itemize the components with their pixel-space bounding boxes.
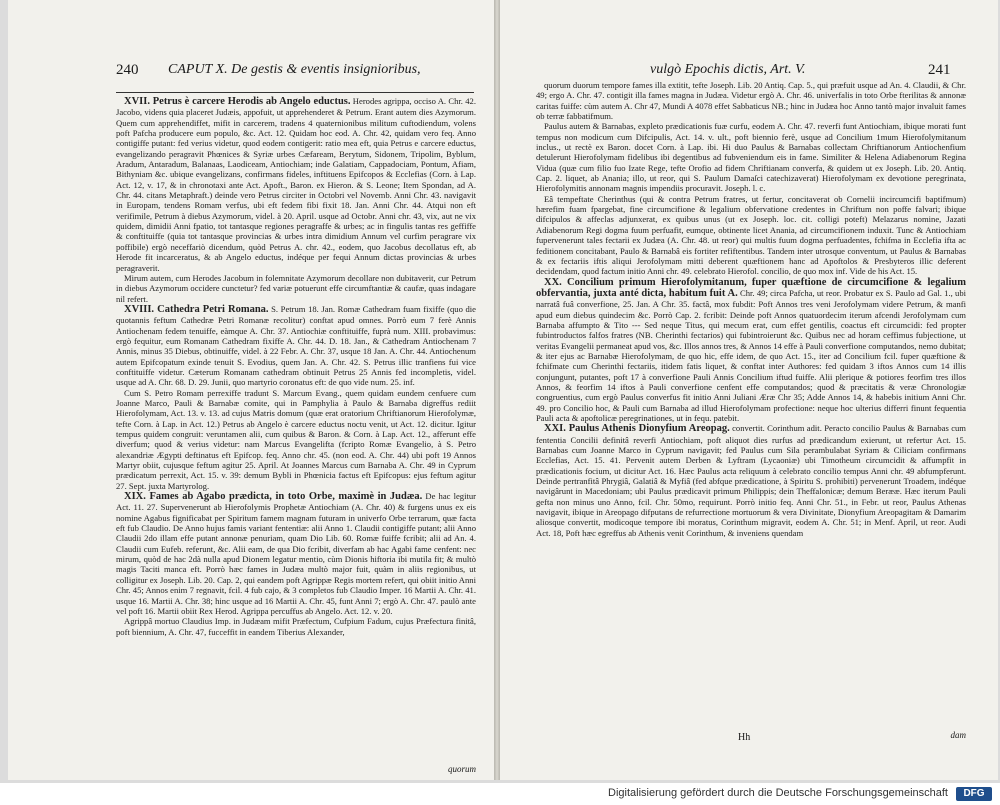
left-page bbox=[8, 0, 495, 780]
left-page-header bbox=[8, 62, 494, 82]
left-page-text bbox=[116, 96, 476, 761]
text-paragraph: Eâ tempeftate Cherinthus (qui & contra Petrum fratres, ut fertur, concitaverat ob Cornelii incircumcifi baptifmum) hærefim fuam fpargebat, fine circumcifione & legalium obfervatione credentes in Chriftum non poffe falvari; ibique difcipulos & affeclas adjunxerat, ex quibus unus (ut ex Joseph. loc. cit. colligi poteft) Melazarus nomine, Jazati Adiabenorum Regi dogma fuum perfuafit, eumque, obtinente licet Anania, ad circumcifionem induxit. Tunc & Antiochiam fupervenerunt tales fectarii ex Judæa (A. Chr. 48. ut reor) qui multis fuum dogma perfuadentes, fchifma in Ecclefia ifta ac feditionem concitabant, Paulo & Barnabâ eis fortiter refiftentibus. Tandem inter utrosque conventum, ut Paulus & Barnabas & ex fectariis iftis aliqui Jerofolymam mitti deberent quæftionem hanc ad Apoftolos & Presbyteros illic deferent decidendam, quod factum initio Anni chr. 49. celebrato Hierofol. concilio, de quo mox inf. Vide de his Act. 15. bbox=[536, 193, 966, 277]
book-spread bbox=[8, 0, 998, 780]
left-running-head: CAPUT X. De gestis & eventis insignioribus, bbox=[168, 62, 421, 77]
right-page bbox=[500, 0, 998, 780]
text-paragraph: Mirum autem, cum Herodes Jacobum in folemnitate Azymorum decollare non dubitaverit, cur Petrum in diebus Azymorum occidere cunctetur? fed variæ potuerunt effe circumftantiæ & caufæ, quas indagare nil refert. bbox=[116, 272, 476, 304]
footer-bar bbox=[0, 783, 1000, 805]
section-heading: XVII. Petrus è carcere Herodis ab Angelo eductus. bbox=[124, 96, 351, 107]
right-catchword: dam bbox=[950, 730, 966, 740]
left-page-number: 240 bbox=[116, 62, 139, 78]
text-paragraph: Cum S. Petro Romam perrexiffe tradunt S. Marcum Evang., quem quidam eundem cenfuere cum Joanne Marco, Pauli & Barnabæ comite, qui in Pamphylia à Paulo & Barnaba digreffus rediit Hierofolymam, Act. 13. v. 13. ad cujus Matris domum (quæ erat oratorium Chriftianorum Hierofolymæ, tefte Corn. à Lap. in Act. 12.) Petrus ab Angelo è carcere eductus noctu venit, ut Act. 12. dicitur. Igitur tempus quidem congruit: veruntamen alii, cum quibus & Baron. & Corn. à Lap. Act. 12., afferunt effe diverfum; quod & verius videtur: nam Marcus Evangelifta (fcripto Romæ Evangelio, à S. Petro alexandriæ Ægypti deftinatus eft Epifcop. feq. Anno chr. 45. (non eod. A. Chr. 44) ubi poft 19 Annos Martyr obiit, cujusque feftum agitur 25. April. At Joannes Marcus cum Barnaba A. Chr. 49 in Cyprum prædicatum perrexit, Act. 15. v. 39: demum Bybli in Phœnicia factus eft Epifcopus: ejus feftum agitur 27. Sept. juxta Martyrolog. bbox=[116, 387, 476, 491]
text-paragraph: XX. Concilium primum Hierofolymitanum, fuper quæftione de circumcifione & legalium obfervantia, juxta anté dicta, habitum fuit A. Chr. 49; circa Pafcha, ut reor. Probatur ex S. Paulo ad Gal. 1., ubi narratâ fuâ converfione, 25. Jan. A Chr. 35. factâ, mox fubdit: Poft Annos tres veni Jerofolymam videre Petrum, & manfi apud eum diebus quindecim &c. Porrò Cap. 2. fcribit: Deinde poft Annos quatuordecim iterum afcendi Jerofolymam cum Barnaba affumpto & Tito --- Sed neque Titus, qui mecum erat, cum effet gentilis, coactus eft circumcidi: fed propter fubintroductos falfos fratres (NB. Cherinthi fectarios) qui fubintroierunt &c. Quibus nec ad horam ceffimus fubjectione, ut veritas Evangelii permaneat apud vos, &c. Illos annos tres, & Annos 14 effe à Pauli converfione computandos, nemo dubitat; & iter ejus ac Barnabæ Hierofolymam, de quo hic, effe idem, de quo Act. 15., iter ad Concilium fcil. fuper quæftione & fchifmate cum Cherinthi fectariis, itidem fatis liquet, & conftat inter Authores: fed quidam 3 iftos Annos cum 14 illis conjungunt, putantes, poft 17 à converfione Pauli Annis Concilium iftud fuiffe. Alii plerique & potiores feorfim tres illos Annos, & feorfim 14 iftos à Pauli converfione cenfent effe computandos; quod & præcitatis & veræ Chronologiæ congruentius, cum ergò Paulus converfus fit initio Anni Juliani Æræ Chr 35; Adde Annos 14, & habebis initium Anni Chr. 49. pro Concilio hoc, & Pauli cum Barnaba ad illud Hierofolymam profectione: neque hoc ulterius differri finunt fequentia Pauli acta & apoftolicæ peregrinationes, ut in fequ. patebit. bbox=[536, 276, 966, 423]
right-running-head: vulgò Epochis dictis, Art. V. bbox=[650, 62, 806, 77]
section-heading: XVIII. Cathedra Petri Romana. bbox=[124, 303, 269, 315]
text-paragraph: quorum duorum tempore fames illa extitit, tefte Joseph. Lib. 20 Antiq. Cap. 5., qui præfuit usque ad An. 4. Claudii, & Chr. 49; ergo A. Chr. 47. contigit illa fames magna in Judæa. Videtur ergò A. Chr. 46. univerfalis in toto Orbe fterilitas & annonæ caritas fuiffe: cùm autem A. Chr 47, Mundi A 4078 effet Sabbaticus NB.; hinc in Judæa hoc Anno tantò major invaluit fames ob terræ fabbatifmum. bbox=[536, 80, 966, 122]
right-page-text bbox=[536, 80, 966, 730]
text-paragraph: Agrippâ mortuo Claudius Imp. in Judæam mifit Præfectum, Cufpium Fadum, cujus Præfectura finitâ, poft biennium, A. Chr. 47, fucceffit in eandem Tiberius Alexander, bbox=[116, 616, 476, 637]
text-paragraph: XVII. Petrus è carcere Herodis ab Angelo eductus. Herodes agrippa, occiso A. Chr. 42. Jacobo, videns quia placeret Judæis, appofuit, ut apprehenderet & Petrum. Erant autem dies Azymorum. Quem cum apprehendiffet, mifit in carcerem, tradens 4 quaternionibus militum cuftodiendum, volens poft Pafcha producere eum populo, &c. Act. 12. Quidam hoc eod. A. Chr. 42, quidam vero feq. Anno contigiffe putant: fed verius videtur, quod eodem contigerit: ratio mea eft, quia Petrus e carcere eductus, evangelizando peragravit Phœnices & Syriæ urbes Cæfaream, Berytum, Sidonem, Tripolim, Byblum, Aradum, Antaradum, Balanaas, Laodiceam, Antiochiam; inde Galatiam, Cappadociam, Pontum, Afiam, Bithyniam &c. ubique evangelizans, confirmans fideles, inftituens Epifcopos & Ecclefias (Corn. à Lap. Act. 12, v. 17, & in chronotaxi ante Act. Apoft., Baron. ex Hieron. & S. Leone; Item Spondan, ad A. Chr. 44. citans Metaphraft.) deinde vero Petrus circiter in Octobri vel Novemb. Anni Chr. 43. navigavit in Europam, tendens Romam verfus, ubi eft fedem fibi fixit 18. Jan. Anni Chr. 44. Atqui non eft verifimile, Petrum à diebus Azymorum, videl. à 20. April. usque ad Octobr. Anni chr. 43, vix, aut ne vix quidem, dimidii Anni fpatio, tot tantasque regiones peragraffe & urbes; ac in fingulis tantas res geffiffe & conftituiffe (quia tot tantasque provincias & urbes intra dimidium Annum vel curfim peragrare vix poffibile) ergò neceffariò dicendum, quòd Petrus A. chr. 42., eodem, quo Jacobus decollatus eft, ab Herode fit incarceratus, & ab Angelo eductus, indéque per fequi Annum dictas provincias & urbes peragraverit. bbox=[116, 96, 476, 273]
text-paragraph: XIX. Fames ab Agabo prædicta, in toto Orbe, maximè in Judæa. De hac legitur Act. 11. 27. Supervenerunt ab Hierofolymis Prophetæ Antiochiam (A. Chr. 40) & furgens unus ex eis nomine Agabus fignificabat per Spiritum famem magnam futuram in univerfo Orbe terrarum, quæ facta eft fub Claudio. De Anno hujus famis variant fententiæ: alii Anno 1. Claudii contigiffe putant; alii Anno Claudii 2do illam effe putant annonæ penuriam, quam Dio Lib. 60. Romæ fuiffe fcribit; alii ad An. 4. Claudii cum Eufeb. referunt, &c. Alii eam, de qua Dio fcribit, diverfam ab hac Agabi fame cenfent: nec mirum, quòd de hac 2dà nulla apud Dionem legatur mentio, cùm Dionis hiftoria ibi mutila fit; & multò magis Taciti manca eft. Porrò hæc fames in Judæa multò major fuit, quàm in aliis regionibus, ut colligitur ex Joseph. Lib. 20. Cap. 2, qui eandem poft Agrippæ Regis mortem refert, qui obiit initio Anni Chr. 45; Annos enim 7 regnavit, fcil. 4 fub cajo, & 3 completos fub Claudio Imper. 16 Martii A. Chr. 41. usque 16. Martii A. Chr. 38; hinc usque ad 16 Martii A. Chr. 45, funt Anni 7; ergò A. Chr. 47. paulò ante vel poft 16. Martii obiit Rex Herod. Agrippa percuffus ab Angelo. Act. 12. v. 20. bbox=[116, 491, 476, 616]
section-heading: XXI. Paulus Athenis Dionyfium Areopag. bbox=[544, 423, 730, 435]
right-page-header bbox=[500, 62, 998, 82]
funding-credit: Digitalisierung gefördert durch die Deutsche Forschungsgemeinschaft bbox=[608, 787, 948, 799]
right-page-number: 241 bbox=[928, 62, 951, 78]
left-catchword: quorum bbox=[447, 764, 476, 774]
section-heading: XIX. Fames ab Agabo prædicta, in toto Orbe, maximè in Judæa. bbox=[124, 491, 423, 503]
dfg-logo: DFG bbox=[956, 787, 992, 801]
header-rule bbox=[116, 92, 474, 93]
text-paragraph: XXI. Paulus Athenis Dionyfium Areopag. convertit. Corinthum adit. Peracto concilio Paulus & Barnabas cum fententia Concilii definitâ reverfi Antiochiam, poft aliquot dies rurfus ad prædicandum exierunt, ut refertur Act. 15. Barnabas cum Joanne Marco in Cyprum navigavit; fed Paulus cum Sila perambulabat Syriam & Ciliciam confirmans Ecclefias, Act. 15. 41. Pervenit autem Derben & Lyftram (Lycaoniæ) ubi Timotheum circumcidit & affumpfit in prædicationis focium, ut dicitur Act. 16. Hæc Paulus acta reliquum à celebrato concilio tempus Anni chr. 49 abfumpferunt. Deinde pertranfitâ Phrygiâ, Galatiâ & Myfiâ (fed abfque prædicatione, à Spiritu S. prohibiti) pervenerunt Troadem, indéque navigârunt in Macedoniam; ubi Paulus prædicavit primum Philippis; dein Theffalonicæ; demum Berææ. Hæc iterum Pauli gefta non minus uno Anno, fcil. Chr. 50mo, requirunt. Porrò initio feq. Anni Chr. 51., in Febr. ut reor, Paulus Athenas navigavit, ibique in Areopago difputans de refurrectione mortuorum & vera Divinitate, Dionyfium Areopagitam & Damarim aliosque convertit, modicoque tempore ibi moratus, Corinthum migravit, eodem A. Chr. 51; in Menf. April, ut reor. Audi Act. 18, Poft hæc egreffus ab Athenis venit Corinthum, & inveniens quendam bbox=[536, 423, 966, 538]
signature-mark: Hh bbox=[738, 732, 751, 743]
section-heading: XX. Concilium primum Hierofolymitanum, fuper quæftione de circumcifione & legalium obfervantia, juxta anté dicta, habitum fuit A. bbox=[536, 276, 966, 299]
text-paragraph: XVIII. Cathedra Petri Romana. S. Petrum 18. Jan. Romæ Cathedram fuam fixiffe (quo die quotannis feftum Cathedræ Petri Romanæ recolitur) conftat apud omnes. Porrò eum 7 ferè Annis Antiochenam fedem tenuiffe, eàmque A. Chr. 37. Antiochiæ conftituiffe, fuprà num. XIII. probavimus: ergò fequitur, eum Romanam Cathedram fixiffe A. Chr. 44. D. 18. Jan., & Cathedram Antiochenam 7 Annis, minus 35 Diebus, obtinuiffe, videl. à 22 Febr. A. Chr. 37, usque 18 Jan. A. Chr. 44. Antiochenum autem Epifcopatum exinde tenuit S. Evodius, quem Jan. A. Chr. 42. S. Petrus illic tranfiens fui vice conftituiffe videtur. Cæterum Romanam cathedram obtinuit Petrus 25 Annis fed incompletis, videl. usque ad A. Chr. 68. D. 29. Junii, quo martyrio coronatus eft: de quo vide num. 25. inf. bbox=[116, 303, 476, 388]
text-paragraph: Paulus autem & Barnabas, expleto prædicationis fuæ curfu, eodem A. Chr. 47. reverfi funt Antiochiam, ibique morati funt tempus non modicum cum Difcipulis, Act. 14. v. ult., poft biennio ferè, usque ad Concilium 1mum Hierofolymitanum inclus., ut rectè ex Baron. docet Corn. à Lap. ibi. Hi duo Paulus & Barnabas collectam Chriftianorum Antiochenfium detulerunt Hierofolymam fidelibus ibi degentibus ad fubveniendum eis in fame. Similiter & Helena Adiabenorum Regina Vidua (quæ cum filio fuo Izate Rege, tefte Orofio ad fidem Chriftianam converfa, & quidem ut ex Joseph. Lib. 20. Antiq. Cap. 2. liquet, ab Anania; illo, ut reor, qui S. Paulum Damaſci catechizaverat) Hierofolymam ex devotione peregrinata, Hierofolymitis annonam magnis impendiis procuravit. Joseph. l. c. bbox=[536, 121, 966, 194]
